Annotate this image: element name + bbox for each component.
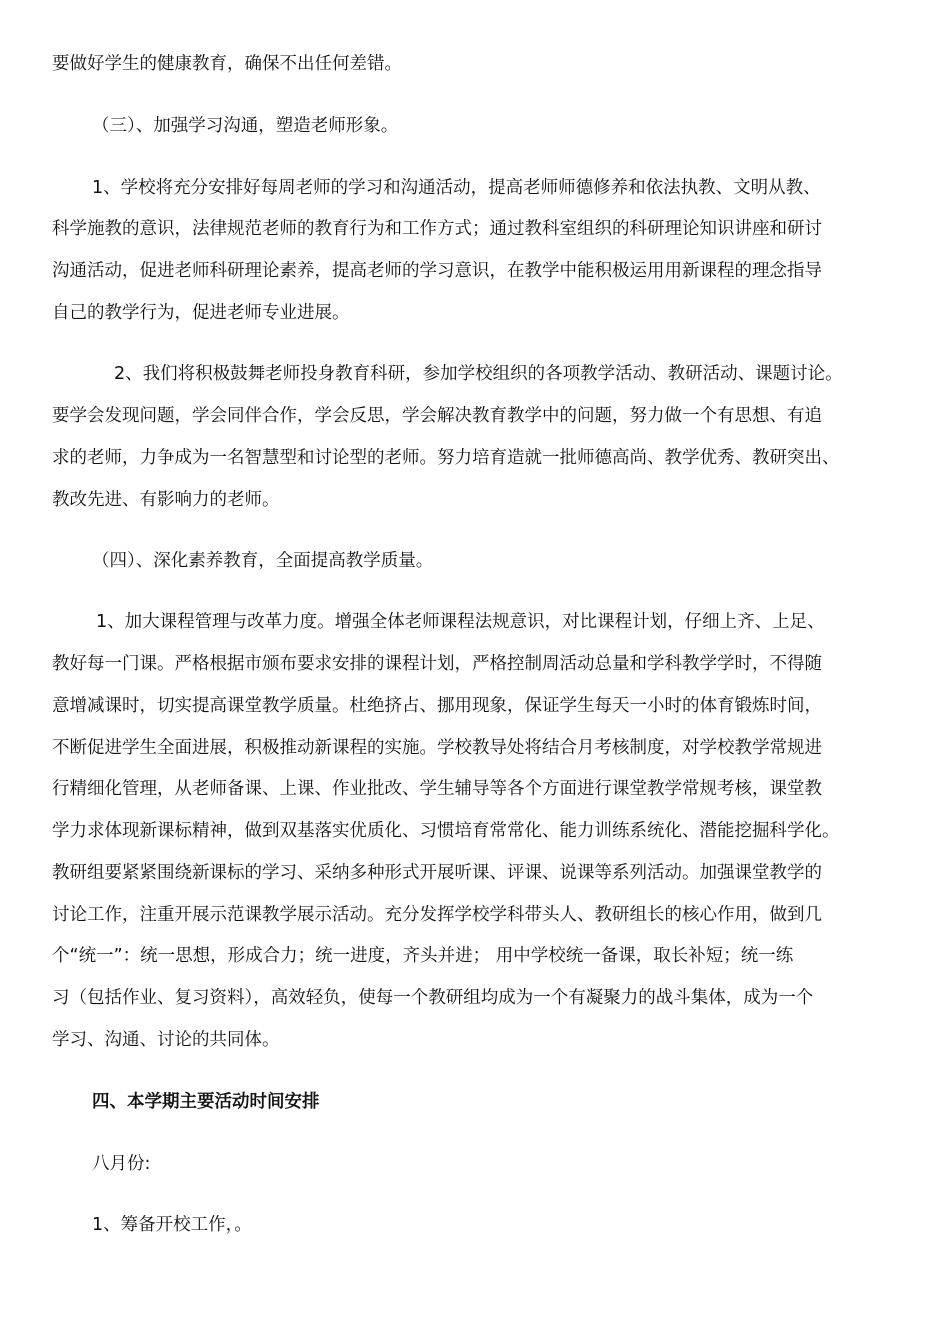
paragraph-line: 要学会发现问题，学会同伴合作，学会反思，学会解决教育教学中的问题，努力做一个有思想、有追 xyxy=(52,406,822,426)
paragraph-line: 自己的教学行为，促进老师专业进展。 xyxy=(52,303,350,323)
paragraph-line: 要做好学生的健康教育，确保不出任何差错。 xyxy=(52,54,402,74)
paragraph-line: 1、加大课程管理与改革力度。增强全体老师课程法规意识，对比课程计划，仔细上齐、上足、 xyxy=(96,612,825,632)
paragraph-line: 1、学校将充分安排好每周老师的学习和沟通活动，提高老师师德修养和依法执教、文明从教、 xyxy=(92,178,821,198)
subsection-heading: （三）、加强学习沟通，塑造老师形象。 xyxy=(92,116,399,136)
paragraph-line: 个“统一”：统一思想，形成合力；统一进度，齐头并进； 用中学校统一备课，取长补短；统一练 xyxy=(52,946,794,966)
paragraph-line: 教改先进、有影响力的老师。 xyxy=(52,490,280,510)
paragraph-line: 2、我们将积极鼓舞老师投身教育科研，参加学校组织的各项教学活动、教研活动、课题讨论。 xyxy=(114,364,843,384)
paragraph-line: 学习、沟通、讨论的共同体。 xyxy=(52,1030,280,1050)
paragraph-line: 不断促进学生全面进展，积极推动新课程的实施。学校教导处将结合月考核制度，对学校教学常规进 xyxy=(52,738,822,758)
paragraph-line: 教好每一门课。严格根据市颁布要求安排的课程计划，严格控制周活动总量和学科教学学时，不得随 xyxy=(52,654,822,674)
subsection-heading: （四）、深化素养教育，全面提高教学质量。 xyxy=(92,551,434,571)
paragraph-line: 沟通活动，促进老师科研理论素养，提高老师的学习意识，在教学中能积极运用用新课程的理念指导 xyxy=(52,261,822,281)
paragraph-line: 意增减课时，切实提高课堂教学质量。杜绝挤占、挪用现象，保证学生每天一小时的体育锻炼时间， xyxy=(52,696,822,716)
paragraph-line: 习（包括作业、复习资料），高效轻负，使每一个教研组均成为一个有凝聚力的战斗集体，成为一个 xyxy=(52,988,814,1008)
section-heading: 四、本学期主要活动时间安排 xyxy=(92,1092,320,1112)
list-item: 1、筹备开校工作，。 xyxy=(92,1215,252,1235)
paragraph-line: 行精细化管理，从老师备课、上课、作业批改、学生辅导等各个方面进行课堂教学常规考核，课堂教 xyxy=(52,779,822,799)
paragraph-line: 科学施教的意识，法律规范老师的教育行为和工作方式；通过教科室组织的科研理论知识讲座和研讨 xyxy=(52,219,822,239)
paragraph-line: 教研组要紧紧围绕新课标的学习、采纳多种形式开展听课、评课、说课等系列活动。加强课堂教学的 xyxy=(52,863,822,883)
paragraph-line: 学力求体现新课标精神，做到双基落实优质化、习惯培育常常化、能力训练系统化、潜能挖掘科学化。 xyxy=(52,821,840,841)
paragraph-line: 求的老师，力争成为一名智慧型和讨论型的老师。努力培育造就一批师德高尚、教学优秀、教研突出、 xyxy=(52,448,840,468)
paragraph-line: 讨论工作，注重开展示范课教学展示活动。充分发挥学校学科带头人、教研组长的核心作用，做到几 xyxy=(52,905,822,925)
month-label: 八月份: xyxy=(92,1154,151,1174)
